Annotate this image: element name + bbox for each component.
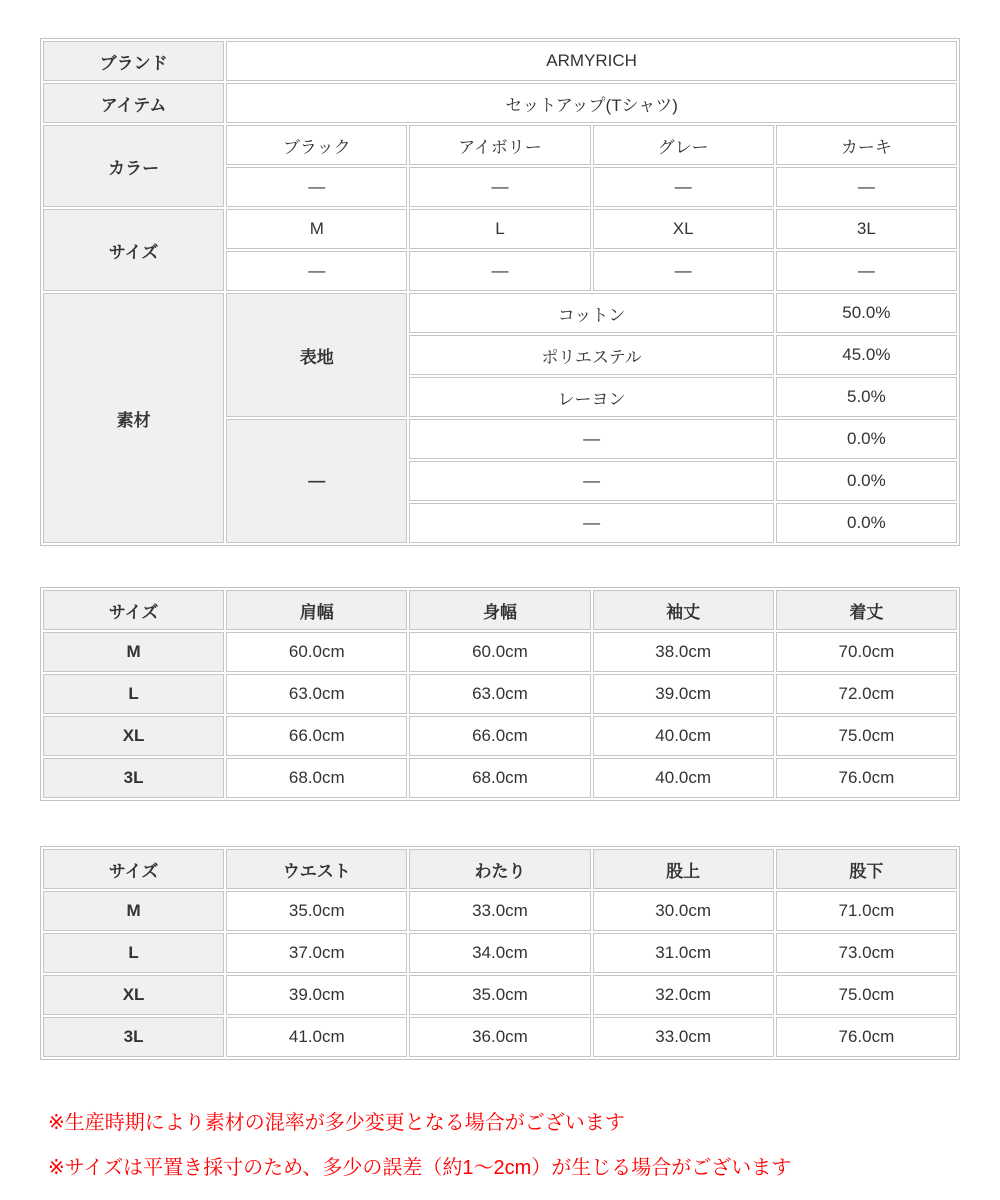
table-row — [43, 758, 957, 798]
color-extra-cell: — — [226, 167, 407, 207]
material-pct-cell: 0.0% — [776, 503, 957, 543]
measurement-cell: 75.0cm — [776, 716, 957, 756]
measurement-cell: 60.0cm — [409, 632, 590, 672]
item-value-cell: セットアップ(Tシャツ) — [226, 83, 957, 123]
material-label-cell: 素材 — [43, 293, 224, 543]
color-extra-cell: — — [776, 167, 957, 207]
measurement-cell: 32.0cm — [593, 975, 774, 1015]
material-name-cell: — — [409, 461, 773, 501]
measurement-cell: 30.0cm — [593, 891, 774, 931]
note-measurement-tolerance: ※サイズは平置き採寸のため、多少の誤差（約1～2cm）が生じる場合がございます — [48, 1157, 792, 1179]
column-header: 股上 — [593, 849, 774, 889]
column-header: サイズ — [43, 849, 224, 889]
measurement-cell: 76.0cm — [776, 1017, 957, 1057]
size-extra-cell: — — [776, 251, 957, 291]
measurement-cell: 41.0cm — [226, 1017, 407, 1057]
measurement-cell: 35.0cm — [409, 975, 590, 1015]
measurement-cell: 73.0cm — [776, 933, 957, 973]
material-name-cell: コットン — [409, 293, 773, 333]
measurement-cell: 71.0cm — [776, 891, 957, 931]
measurement-cell: 66.0cm — [226, 716, 407, 756]
row-header: XL — [43, 975, 224, 1015]
material-name-cell: レーヨン — [409, 377, 773, 417]
spacer — [40, 801, 960, 846]
measurement-cell: 40.0cm — [593, 758, 774, 798]
column-header: わたり — [409, 849, 590, 889]
size-extra-cell: — — [226, 251, 407, 291]
material-name-cell: — — [409, 503, 773, 543]
row-header: 3L — [43, 758, 224, 798]
row-header: M — [43, 891, 224, 931]
disclaimer-notes — [40, 1106, 960, 1180]
measurement-cell: 39.0cm — [593, 674, 774, 714]
color-name-cell: グレー — [593, 125, 774, 165]
measurement-cell: 63.0cm — [226, 674, 407, 714]
column-header: 着丈 — [776, 590, 957, 630]
table-row — [43, 975, 957, 1015]
color-label-cell: カラー — [43, 125, 224, 207]
material-pct-cell: 0.0% — [776, 419, 957, 459]
measurement-cell: 33.0cm — [593, 1017, 774, 1057]
item-row — [43, 83, 957, 123]
measurement-cell: 72.0cm — [776, 674, 957, 714]
measurement-cell: 39.0cm — [226, 975, 407, 1015]
table-row — [43, 632, 957, 672]
bottoms-size-table — [40, 846, 960, 1060]
material-part-cell: — — [226, 419, 407, 543]
measurement-cell: 76.0cm — [776, 758, 957, 798]
color-name-cell: カーキ — [776, 125, 957, 165]
note-material-ratio: ※生産時期により素材の混率が多少変更となる場合がございます — [48, 1112, 625, 1134]
brand-label-cell: ブランド — [43, 41, 224, 81]
material-name-cell: — — [409, 419, 773, 459]
material-part-cell: 表地 — [226, 293, 407, 417]
measurement-cell: 70.0cm — [776, 632, 957, 672]
measurement-cell: 60.0cm — [226, 632, 407, 672]
size-name-cell: 3L — [776, 209, 957, 249]
measurement-cell: 35.0cm — [226, 891, 407, 931]
tops-size-table — [40, 587, 960, 801]
measurement-cell: 31.0cm — [593, 933, 774, 973]
measurement-cell: 66.0cm — [409, 716, 590, 756]
measurement-cell: 40.0cm — [593, 716, 774, 756]
row-header: L — [43, 933, 224, 973]
table-row — [43, 716, 957, 756]
color-name-cell: アイボリー — [409, 125, 590, 165]
measurement-cell: 36.0cm — [409, 1017, 590, 1057]
material-pct-cell: 5.0% — [776, 377, 957, 417]
measurement-cell: 63.0cm — [409, 674, 590, 714]
row-header: 3L — [43, 1017, 224, 1057]
column-header: ウエスト — [226, 849, 407, 889]
color-row — [43, 125, 957, 165]
measurement-cell: 34.0cm — [409, 933, 590, 973]
size-extra-cell: — — [593, 251, 774, 291]
row-header: M — [43, 632, 224, 672]
column-header: 袖丈 — [593, 590, 774, 630]
spacer — [40, 546, 960, 587]
measurement-cell: 68.0cm — [409, 758, 590, 798]
column-header: 肩幅 — [226, 590, 407, 630]
measurement-cell: 75.0cm — [776, 975, 957, 1015]
measurement-cell: 37.0cm — [226, 933, 407, 973]
column-header: 股下 — [776, 849, 957, 889]
material-row — [43, 293, 957, 333]
table-row — [43, 933, 957, 973]
size-name-cell: XL — [593, 209, 774, 249]
size-extra-cell: — — [409, 251, 590, 291]
color-name-cell: ブラック — [226, 125, 407, 165]
column-header: 身幅 — [409, 590, 590, 630]
size-name-cell: M — [226, 209, 407, 249]
color-extra-cell: — — [593, 167, 774, 207]
row-header: L — [43, 674, 224, 714]
size-label-cell: サイズ — [43, 209, 224, 291]
tops-size-header-row — [43, 590, 957, 630]
table-row — [43, 674, 957, 714]
table-row — [43, 891, 957, 931]
row-header: XL — [43, 716, 224, 756]
material-pct-cell: 45.0% — [776, 335, 957, 375]
color-extra-cell: — — [409, 167, 590, 207]
brand-value-cell: ARMYRICH — [226, 41, 957, 81]
table-row — [43, 1017, 957, 1057]
measurement-cell: 33.0cm — [409, 891, 590, 931]
material-pct-cell: 50.0% — [776, 293, 957, 333]
size-row — [43, 209, 957, 249]
measurement-cell: 68.0cm — [226, 758, 407, 798]
brand-row — [43, 41, 957, 81]
product-spec-table — [40, 38, 960, 546]
measurement-cell: 38.0cm — [593, 632, 774, 672]
material-name-cell: ポリエステル — [409, 335, 773, 375]
column-header: サイズ — [43, 590, 224, 630]
material-pct-cell: 0.0% — [776, 461, 957, 501]
bottoms-size-header-row — [43, 849, 957, 889]
size-name-cell: L — [409, 209, 590, 249]
item-label-cell: アイテム — [43, 83, 224, 123]
